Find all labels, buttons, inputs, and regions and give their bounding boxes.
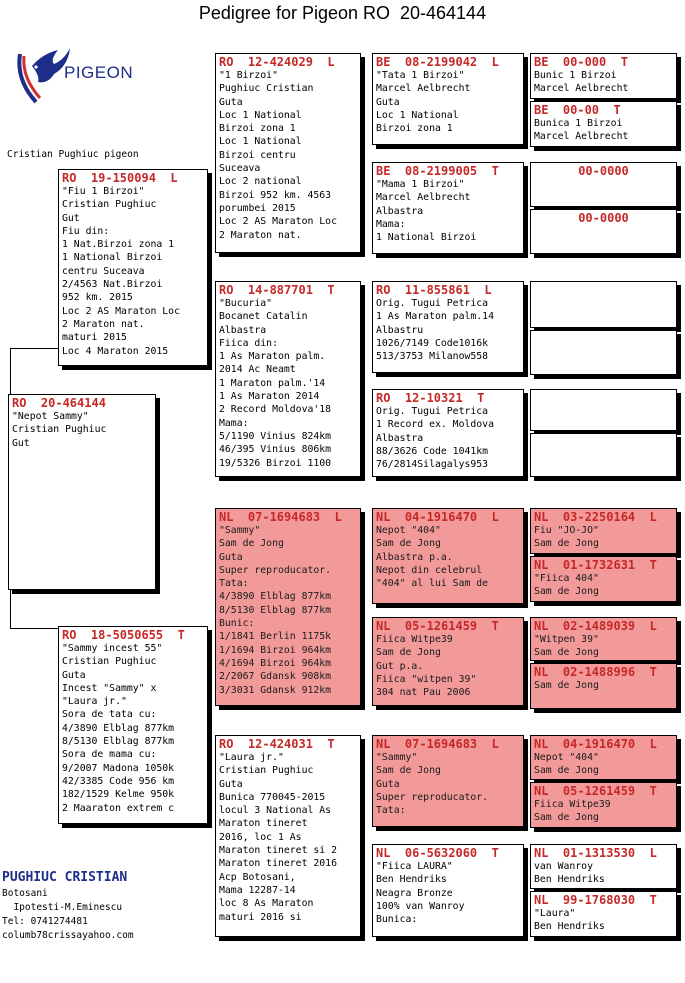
info-line: "Fiica LAURA" — [376, 861, 453, 872]
gen5-card-8[interactable] — [530, 433, 677, 477]
info-line: 2 Maraton nat. — [62, 318, 145, 330]
info-line: Sam de Jong — [376, 765, 441, 777]
info-line: Fiica Witpe39 — [534, 799, 611, 810]
gen4-card-2[interactable] — [372, 162, 524, 254]
gen5-card-10[interactable] — [530, 556, 677, 602]
info-line: Guta — [62, 669, 86, 681]
info-line: Bunic 1 Birzoi — [534, 70, 617, 81]
ring-number: RO 20-464144 — [12, 396, 106, 410]
ring-number: RO 14-887701 T — [219, 283, 335, 297]
ring-number: NL 01-1732631 T — [534, 558, 657, 572]
gen4-card-1[interactable] — [372, 53, 524, 145]
info-line: "Fiica 404" — [534, 573, 599, 584]
info-line: "Bucuria" — [219, 298, 273, 309]
info-line: Tata: — [376, 805, 406, 817]
info-line: 1 Record ex. Moldova — [376, 419, 494, 431]
info-line: Guta — [376, 96, 400, 108]
gen5-card-16[interactable] — [530, 891, 677, 937]
ring-number: 00-0000 — [578, 211, 629, 225]
info-line: Super reproducator. — [376, 791, 489, 803]
info-line: Guta — [376, 778, 400, 790]
info-line: Loc 2 AS Maraton Loc — [219, 216, 337, 228]
logo-text: PIGEON — [64, 63, 134, 82]
connector-line — [10, 628, 60, 629]
info-line: "404" al lui Sam de — [376, 578, 489, 590]
info-line: Birzoi zona 1 — [376, 123, 453, 135]
info-line: 2 Maaraton extrem c — [62, 802, 175, 814]
gen4-card-3[interactable] — [372, 281, 524, 373]
gen3-dam-dam-card[interactable] — [215, 735, 361, 937]
name-line: "Nepot Sammy" — [12, 411, 89, 422]
info-line: Birzoi zona 1 — [219, 123, 296, 135]
info-line: "Mama 1 Birzoi" — [376, 179, 465, 190]
ring-number: BE 08-2199005 T — [376, 164, 499, 178]
ring-number: NL 03-2250164 L — [534, 510, 657, 524]
info-line: 100% van Wanroy — [376, 900, 465, 912]
info-line: 88/3626 Code 1041km — [376, 445, 489, 457]
ring-number: RO 12-424029 L — [219, 55, 335, 69]
gen3-dam-sire-card[interactable] — [215, 508, 361, 706]
ring-number: NL 07-1694683 L — [219, 510, 342, 524]
pigeon-logo — [14, 40, 144, 110]
info-line: Cristian Pughiuc — [219, 765, 314, 777]
info-line: Sam de Jong — [534, 647, 599, 659]
info-line: Sam de Jong — [376, 647, 441, 659]
info-line: 4/1694 Birzoi 964km — [219, 657, 332, 669]
info-line: "Sammy" — [376, 752, 418, 763]
info-line: 2 Maraton nat. — [219, 229, 302, 241]
gen4-card-5[interactable] — [372, 508, 524, 604]
info-line: Loc 1 National — [219, 136, 302, 148]
info-line: Guta — [219, 551, 243, 563]
info-line: Birzoi centru — [219, 149, 296, 161]
gen5-card-13[interactable] — [530, 735, 677, 780]
info-line: Nepot "404" — [534, 752, 599, 763]
info-line: Sam de Jong — [219, 538, 284, 550]
info-line: 1 Nat.Birzoi zona 1 — [62, 239, 175, 251]
info-line: 182/1529 Kelme 950k — [62, 789, 175, 801]
connector-line — [10, 588, 11, 628]
info-line: Cristian Pughiuc — [62, 656, 157, 668]
ring-number: NL 01-1313530 L — [534, 846, 657, 860]
info-line: Bocanet Catalin — [219, 311, 308, 323]
info-line: 2 Record Moldova'18 — [219, 404, 332, 416]
info-line: "Tata 1 Birzoi" — [376, 70, 465, 81]
info-line: van Wanroy — [534, 861, 593, 872]
info-line: Suceava — [219, 163, 261, 175]
owner-address: Ipotesti-M.Eminescu — [2, 902, 123, 913]
info-line: Nepot "404" — [376, 525, 441, 536]
info-line: 3/3031 Gdansk 912km — [219, 684, 332, 696]
info-line: Sam de Jong — [534, 586, 599, 598]
info-line: "Laura jr." — [219, 752, 284, 763]
info-line: Nepot din celebrul — [376, 564, 483, 576]
page-title: Pedigree for Pigeon RO 20-464144 — [198, 3, 487, 23]
info-line: 4/3890 Elblag 877km — [219, 591, 332, 603]
info-line: porumbei 2015 — [219, 202, 296, 214]
connector-line — [10, 348, 60, 349]
info-line: Maraton tineret — [219, 818, 308, 830]
info-line: Fiu "JO-JO" — [534, 525, 599, 536]
info-line: Tata: — [219, 578, 249, 590]
info-line: Guta — [219, 96, 243, 108]
info-line: 1/1694 Birzoi 964km — [219, 644, 332, 656]
info-line: 1 National Birzoi — [376, 232, 477, 244]
info-line: Ben Hendriks — [534, 921, 605, 933]
info-line: Sam de Jong — [376, 538, 441, 550]
info-line: Bunica 770045-2015 — [219, 791, 326, 803]
gen5-card-1[interactable] — [530, 53, 677, 99]
info-line: 1026/7149 Code1016k — [376, 337, 489, 349]
gen5-card-5[interactable] — [530, 281, 677, 328]
gen5-card-6[interactable] — [530, 330, 677, 375]
info-line: 2014 Ac Neamt — [219, 364, 296, 376]
info-line: Maraton tineret si 2 — [219, 845, 337, 857]
ring-number: BE 00-000 T — [534, 55, 628, 69]
info-line: Loc 1 National — [219, 109, 302, 121]
info-line: 1 As Maraton palm. — [219, 351, 326, 363]
info-line: Sam de Jong — [534, 765, 599, 777]
color-line: Gut — [12, 437, 30, 449]
info-line: Albastra p.a. — [376, 551, 453, 563]
info-line: Bunica 1 Birzoi — [534, 118, 623, 129]
info-line: 5/1190 Vinius 824km — [219, 430, 332, 442]
info-line: Birzoi 952 km. 4563 — [219, 189, 332, 201]
ring-number: NL 02-1488996 T — [534, 665, 657, 679]
info-line: "Sammy incest 55" — [62, 643, 163, 654]
info-line: Sora de mama cu: — [62, 749, 157, 761]
gen5-card-14[interactable] — [530, 782, 677, 828]
info-line: Loc 2 national — [219, 176, 302, 188]
info-line: Fiica "witpen 39" — [376, 673, 477, 685]
owner-name: PUGHIUC CRISTIAN — [2, 870, 128, 885]
info-line: Fiica Witpe39 — [376, 634, 453, 645]
gen5-card-2[interactable] — [530, 101, 677, 147]
gen5-card-4[interactable] — [530, 209, 677, 254]
owner-city: Botosani — [2, 888, 48, 899]
info-line: 76/2814Silagalys953 — [376, 459, 489, 471]
info-line: "Witpen 39" — [534, 634, 599, 645]
info-line: locul 3 National As — [219, 805, 332, 817]
ring-number: NL 04-1916470 L — [534, 737, 657, 751]
ring-number: NL 04-1916470 L — [376, 510, 499, 524]
info-line: 2016, loc 1 As — [219, 831, 302, 843]
gen4-card-8[interactable] — [372, 844, 524, 937]
connector-line — [10, 348, 11, 394]
info-line: Marcel Aelbrecht — [376, 83, 471, 95]
ring-number: BE 00-00 T — [534, 103, 621, 117]
info-line: Loc 1 National — [376, 109, 459, 121]
info-line: Albastra — [376, 432, 424, 444]
owner-email: columb78crissayahoo.com — [2, 930, 134, 941]
info-line: maturi 2015 — [62, 332, 127, 344]
info-line: 19/5326 Birzoi 1100 — [219, 457, 332, 469]
info-line: Sora de tata cu: — [62, 709, 157, 721]
info-line: Ben Hendriks — [534, 874, 605, 886]
info-line: 2/4563 Nat.Birzoi — [62, 279, 163, 291]
info-line: Marcel Aelbrecht — [534, 83, 629, 95]
info-line: 42/3385 Code 956 km — [62, 775, 175, 787]
gen5-card-12[interactable] — [530, 663, 677, 709]
info-line: Sam de Jong — [534, 680, 599, 691]
ring-number: RO 12-424031 T — [219, 737, 335, 751]
info-line: Sam de Jong — [534, 812, 599, 824]
gen4-card-7[interactable] — [372, 735, 524, 827]
info-line: Loc 4 Maraton 2015 — [62, 345, 169, 357]
info-line: Ben Hendriks — [376, 874, 447, 886]
info-line: 8/5130 Elblag 877km — [62, 736, 175, 748]
info-line: centru Suceava — [62, 265, 145, 277]
info-line: Mama: — [219, 417, 249, 429]
breeder-line: Cristian Pughiuc — [12, 424, 107, 436]
ring-number: BE 08-2199042 L — [376, 55, 499, 69]
info-line: 1/1841 Berlin 1175k — [219, 631, 332, 643]
info-line: Super reproducator. — [219, 564, 332, 576]
owner-caption: Cristian Pughiuc pigeon — [7, 149, 139, 160]
ring-number: NL 07-1694683 L — [376, 737, 499, 751]
ring-number: NL 99-1768030 T — [534, 893, 657, 907]
info-line: Albastru — [376, 324, 424, 336]
gen5-card-9[interactable] — [530, 508, 677, 554]
info-line: Pughiuc Cristian — [219, 83, 314, 95]
info-line: maturi 2016 si — [219, 911, 302, 923]
dam-card[interactable] — [58, 626, 208, 824]
info-line: 1 Maraton palm.'14 — [219, 377, 326, 389]
gen5-card-11[interactable] — [530, 617, 677, 661]
info-line: Orig. Tugui Petrica — [376, 298, 489, 309]
info-line: Gut — [62, 212, 80, 224]
ring-number: RO 11-855861 L — [376, 283, 492, 297]
info-line: "Laura" — [534, 908, 576, 919]
info-line: Sam de Jong — [534, 538, 599, 550]
owner-phone: Tel: 0741274481 — [2, 916, 88, 927]
info-line: 513/3753 Milanow558 — [376, 351, 489, 363]
info-line: Bunica: — [376, 914, 418, 926]
info-line: Mama 12287-14 — [219, 884, 296, 896]
ring-number: RO 18-5050655 T — [62, 628, 185, 642]
info-line: Maraton tineret 2016 — [219, 858, 337, 870]
gen5-card-15[interactable] — [530, 844, 677, 889]
info-line: "Laura jr." — [62, 696, 127, 708]
gen5-card-3[interactable] — [530, 162, 677, 207]
info-line: Cristian Pughiuc — [62, 199, 157, 211]
gen5-card-7[interactable] — [530, 389, 677, 431]
info-line: "1 Birzoi" — [219, 70, 278, 81]
ring-number: 00-0000 — [578, 164, 629, 178]
info-line: 1 National Birzoi — [62, 252, 163, 264]
info-line: 1 As Maraton palm.14 — [376, 311, 494, 323]
ring-number: NL 05-1261459 T — [376, 619, 499, 633]
info-line: Fiu din: — [62, 225, 110, 237]
info-line: 2/2067 Gdansk 908km — [219, 671, 332, 683]
info-line: 1 As Maraton 2014 — [219, 391, 320, 403]
info-line: Loc 2 AS Maraton Loc — [62, 305, 180, 317]
info-line: 304 nat Pau 2006 — [376, 687, 471, 699]
info-line: 8/5130 Elblag 877km — [219, 604, 332, 616]
info-line: Marcel Aelbrecht — [376, 192, 471, 204]
info-line: 46/395 Vinius 806km — [219, 444, 332, 456]
subject-card[interactable] — [8, 394, 156, 590]
info-line: Fiica din: — [219, 337, 278, 349]
info-line: Marcel Aelbrecht — [534, 131, 629, 143]
ring-number: RO 19-150094 L — [62, 171, 178, 185]
ring-number: NL 06-5632060 T — [376, 846, 499, 860]
gen3-sire-sire-card[interactable] — [215, 53, 361, 253]
info-line: Gut p.a. — [376, 660, 424, 672]
info-line: "Sammy" — [219, 525, 261, 536]
info-line: "Fiu 1 Birzoi" — [62, 186, 145, 197]
info-line: Acp Botosani, — [219, 871, 296, 883]
gen4-card-4[interactable] — [372, 389, 524, 477]
info-line: Neagra Bronze — [376, 887, 453, 899]
info-line: Albastra — [219, 324, 267, 336]
gen4-card-6[interactable] — [372, 617, 524, 706]
ring-number: RO 12-10321 T — [376, 391, 485, 405]
info-line: Orig. Tugui Petrica — [376, 406, 489, 417]
gen3-sire-dam-card[interactable] — [215, 281, 361, 477]
info-line: Bunic: — [219, 618, 255, 630]
info-line: 4/3890 Elblag 877km — [62, 722, 175, 734]
sire-card[interactable] — [58, 169, 208, 366]
ring-number: NL 02-1489039 L — [534, 619, 657, 633]
info-line: Incest "Sammy" x — [62, 682, 157, 694]
info-line: 9/2007 Madona 1050k — [62, 762, 175, 774]
ring-number: NL 05-1261459 T — [534, 784, 657, 798]
info-line: 952 km. 2015 — [62, 292, 133, 304]
info-line: Guta — [219, 778, 243, 790]
info-line: Mama: — [376, 218, 406, 230]
info-line: loc 8 As Maraton — [219, 898, 314, 910]
info-line: Albastra — [376, 205, 424, 217]
